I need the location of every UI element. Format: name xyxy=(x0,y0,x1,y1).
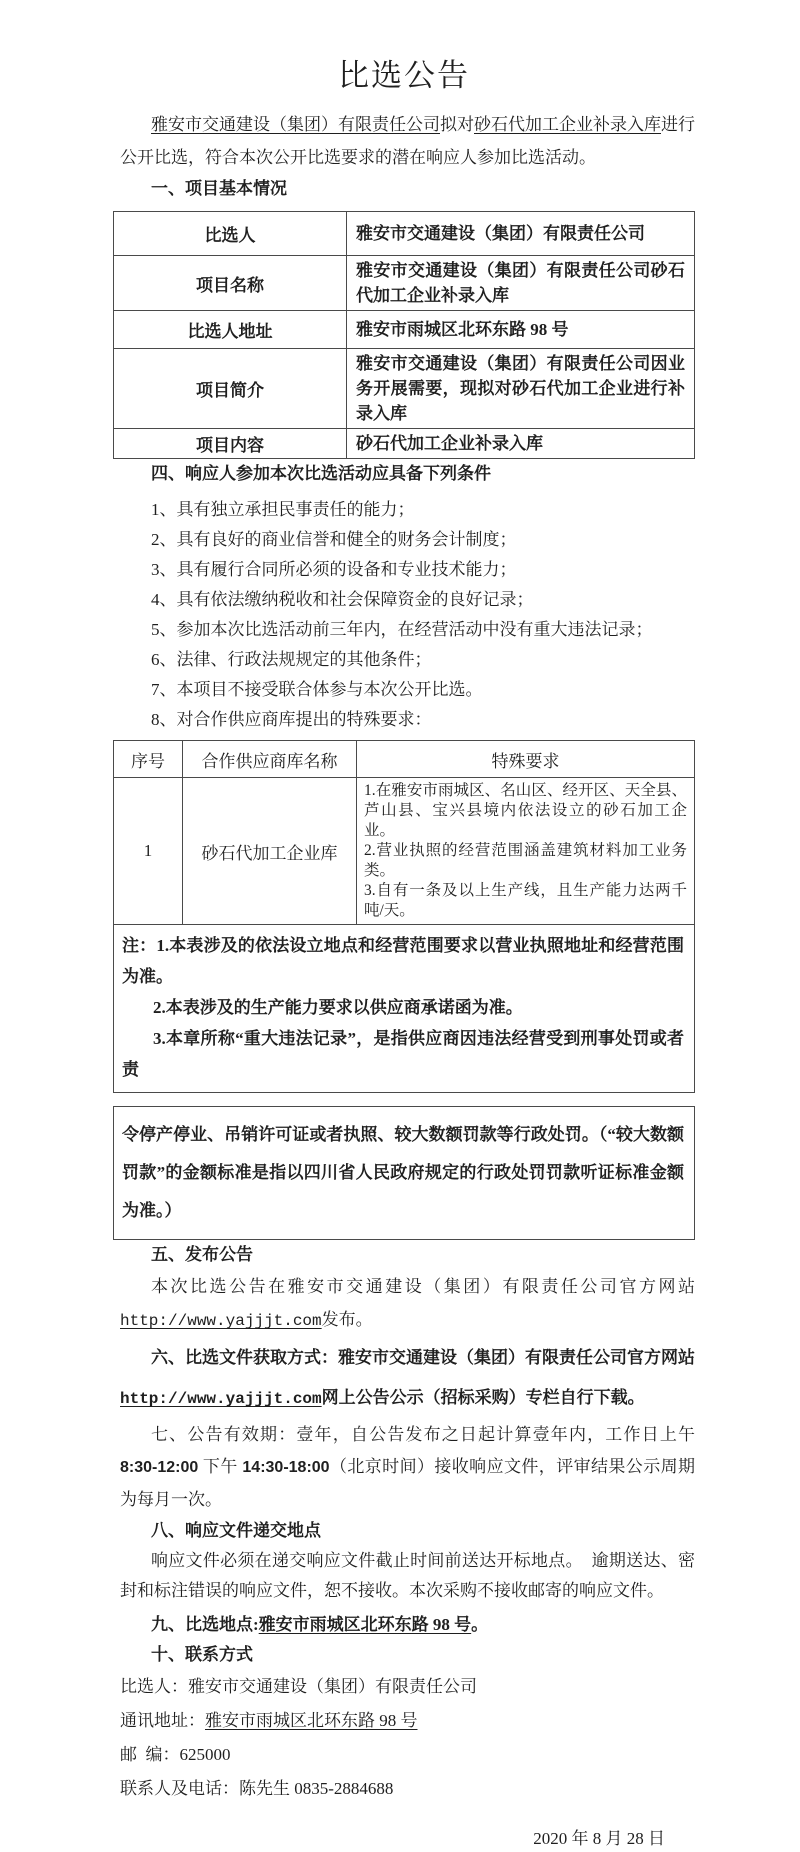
section5-suffix: 发布。 xyxy=(321,1310,373,1329)
note-item: 3.本章所称“重大违法记录”，是指供应商因违法经营受到刑事处罚或者责 xyxy=(122,1029,684,1079)
contact-label: 邮 编： xyxy=(120,1745,180,1764)
table-row xyxy=(114,212,695,256)
special-requirements-cell xyxy=(357,778,695,925)
note-item: 注：1.本表涉及的依法设立地点和经营范围要求以营业执照地址和经营范围为准。 xyxy=(122,936,684,986)
list-item: 7、本项目不接受联合体参与本次公开比选。 xyxy=(151,680,483,699)
section7-text: 七、公告有效期：壹年，自公告发布之日起计算壹年内，工作日上午 xyxy=(151,1425,695,1444)
intro-tail-text: 进行公开比选，符合本次公开比选要求的潜在响应人参加比选活动。 xyxy=(120,115,695,167)
list-item: 5、参加本次比选活动前三年内，在经营活动中没有重大违法记录； xyxy=(151,620,653,639)
table-row xyxy=(114,349,695,429)
contact-person-phone: 陈先生 0835-2884688 xyxy=(239,1779,394,1798)
section5-text: 本次比选公告在雅安市交通建设（集团）有限责任公司官方网站 xyxy=(151,1277,695,1296)
intro-paragraph xyxy=(120,108,695,174)
table-row xyxy=(114,256,695,311)
intro-project-underlined: 砂石代加工企业补录入库 xyxy=(474,115,661,134)
page-title: 比选公告 xyxy=(338,58,470,93)
requirement-item: 3.自有一条及以上生产线，且生产能力达两千吨/天。 xyxy=(364,882,687,919)
row-label: 比选人地址 xyxy=(114,311,347,349)
list-item: 2、具有良好的商业信誉和健全的财务会计制度； xyxy=(151,530,517,549)
row-value: 雅安市雨城区北环东路 98 号 xyxy=(347,311,695,349)
row-number-cell: 1 xyxy=(114,778,183,925)
intro-company-underlined: 雅安市交通建设（集团）有限责任公司 xyxy=(151,115,440,134)
requirement-item: 2.营业执照的经营范围涵盖建筑材料加工业务类。 xyxy=(364,842,687,879)
website-url-link[interactable]: http://www.yajjjt.com xyxy=(120,1312,322,1330)
contact-value: 雅安市交通建设（集团）有限责任公司 xyxy=(188,1677,477,1696)
postal-code: 625000 xyxy=(179,1745,231,1764)
announcement-date: 2020 年 8 月 28 日 xyxy=(533,1829,665,1848)
row-value: 雅安市交通建设（集团）有限责任公司砂石代加工企业补录入库 xyxy=(347,256,695,311)
section9-heading: 九、比选地点: xyxy=(151,1615,259,1634)
afternoon-hours: 14:30-18:00 xyxy=(242,1459,330,1476)
contact-label: 联系人及电话： xyxy=(120,1779,239,1798)
section4-heading: 四、响应人参加本次比选活动应具备下列条件 xyxy=(151,464,491,483)
row-label: 比选人 xyxy=(114,212,347,256)
list-item: 8、对合作供应商库提出的特殊要求： xyxy=(151,710,432,729)
row-value: 雅安市交通建设（集团）有限责任公司因业务开展需要，现拟对砂石代加工企业进行补录入库 xyxy=(347,349,695,429)
section5-heading: 五、发布公告 xyxy=(151,1245,253,1264)
list-item: 6、法律、行政法规规定的其他条件； xyxy=(151,650,432,669)
row-label: 项目名称 xyxy=(114,256,347,311)
section6-heading-text: 六、比选文件获取方式：雅安市交通建设（集团）有限责任公司官方网站 xyxy=(151,1348,695,1367)
column-header: 序号 xyxy=(114,741,183,778)
section5-paragraph xyxy=(120,1270,695,1338)
intro-mid-text: 拟对 xyxy=(440,115,474,134)
column-header: 特殊要求 xyxy=(357,741,695,778)
section6-suffix: 网上公告公示（招标采购）专栏自行下载。 xyxy=(321,1388,645,1407)
contact-address: 雅安市雨城区北环东路 98 号 xyxy=(205,1711,418,1730)
row-label: 项目简介 xyxy=(114,349,347,429)
bid-location-address: 雅安市雨城区北环东路 98 号 xyxy=(258,1615,472,1634)
section10-heading: 十、联系方式 xyxy=(151,1645,253,1664)
section8-paragraph: 响应文件必须在递交响应文件截止时间前送达开标地点。 逾期送达、密封和标注错误的响应文件，恕不接收。本次采购不接收邮寄的响应文件。 xyxy=(120,1551,695,1600)
section9-line xyxy=(120,1610,695,1640)
row-label: 项目内容 xyxy=(114,429,347,459)
section6-paragraph xyxy=(120,1338,695,1419)
section1-heading: 一、项目基本情况 xyxy=(151,179,287,198)
row-value: 雅安市交通建设（集团）有限责任公司 xyxy=(347,212,695,256)
contact-label: 通讯地址： xyxy=(120,1711,205,1730)
contact-line xyxy=(120,1772,695,1806)
table-row xyxy=(114,429,695,459)
morning-hours: 8:30-12:00 xyxy=(120,1459,199,1476)
section7-paragraph xyxy=(120,1419,695,1516)
row-value: 砂石代加工企业补录入库 xyxy=(347,429,695,459)
list-item: 3、具有履行合同所必须的设备和专业技术能力； xyxy=(151,560,517,579)
section7-mid: 下午 xyxy=(198,1457,243,1476)
list-item: 1、具有独立承担民事责任的能力； xyxy=(151,500,415,519)
note-continuation-box: 令停产停业、吊销许可证或者执照、较大数额罚款等行政处罚。（“较大数额罚款”的金额标准是指以四川省人民政府规定的行政处罚罚款听证标准金额为准。） xyxy=(113,1106,695,1240)
condition-list xyxy=(113,495,695,735)
library-name-cell: 砂石代加工企业库 xyxy=(183,778,357,925)
column-header: 合作供应商库名称 xyxy=(183,741,357,778)
website-url-link[interactable]: http://www.yajjjt.com xyxy=(120,1390,322,1408)
list-item: 4、具有依法缴纳税收和社会保障资金的良好记录； xyxy=(151,590,534,609)
section7-suffix: （北京时间）接收响应文件，评审结果公示周期为每月一次。 xyxy=(120,1457,696,1509)
contact-label: 比选人： xyxy=(120,1677,188,1696)
contact-line xyxy=(120,1704,695,1738)
contact-line xyxy=(120,1670,695,1704)
project-info-table xyxy=(113,211,695,459)
contact-line xyxy=(120,1738,695,1772)
section9-suffix: 。 xyxy=(471,1615,489,1634)
table-notes-row xyxy=(114,925,695,1093)
table-row xyxy=(114,311,695,349)
table-notes-cell xyxy=(114,925,695,1093)
table-header-row xyxy=(114,741,695,778)
requirement-item: 1.在雅安市雨城区、名山区、经开区、天全县、芦山县、宝兴县境内依法设立的砂石加工企业。 xyxy=(364,782,687,839)
supplier-requirements-table xyxy=(113,740,695,1093)
section8-heading: 八、响应文件递交地点 xyxy=(151,1521,321,1540)
table-row xyxy=(114,778,695,925)
note-item: 2.本表涉及的生产能力要求以供应商承诺函为准。 xyxy=(153,998,523,1017)
